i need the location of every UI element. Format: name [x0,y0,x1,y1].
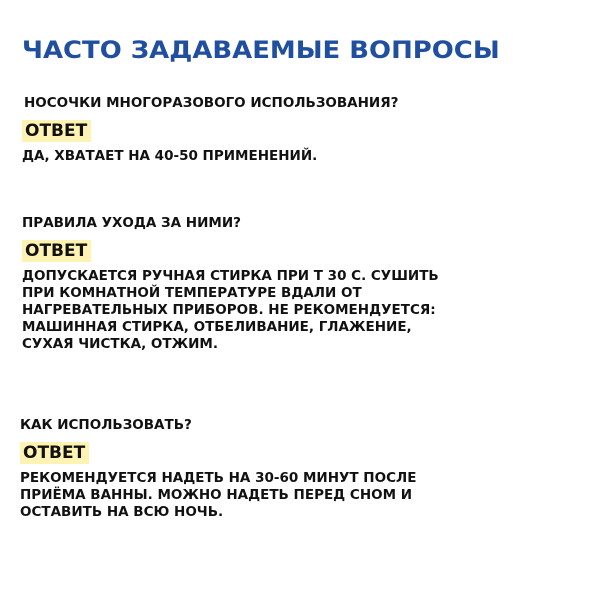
faq-item-reusable [22,94,582,165]
faq-answer: ДА, ХВАТАЕТ НА 40-50 ПРИМЕНЕНИЙ. [22,148,318,164]
faq-item-usage [20,416,580,521]
answer-badge: ОТВЕТ [22,120,91,142]
faq-answer: ДОПУСКАЕТСЯ РУЧНАЯ СТИРКА ПРИ Т 30 С. СУШИТЬ ПРИ КОМНАТНОЙ ТЕМПЕРАТУРЕ ВДАЛИ ОТ НАГРЕВАТЕЛЬНЫХ ПРИБОРОВ. НЕ РЕКОМЕНДУЕТСЯ: МАШИННАЯ СТИРКА, ОТБЕЛИВАНИЕ, ГЛАЖЕНИЕ, СУХАЯ ЧИСТКА, ОТЖИМ. [22,268,439,352]
answer-badge: ОТВЕТ [20,442,89,464]
faq-question: ПРАВИЛА УХОДА ЗА НИМИ? [22,215,241,231]
faq-item-care [22,214,582,353]
faq-answer: РЕКОМЕНДУЕТСЯ НАДЕТЬ НА 30-60 МИНУТ ПОСЛЕ ПРИЁМА ВАННЫ. МОЖНО НАДЕТЬ ПЕРЕД СНОМ И ОСТАВИТЬ НА ВСЮ НОЧЬ. [20,470,417,520]
answer-badge: ОТВЕТ [22,240,91,262]
faq-question: НОСОЧКИ МНОГОРАЗОВОГО ИСПОЛЬЗОВАНИЯ? [24,95,399,111]
faq-question: КАК ИСПОЛЬЗОВАТЬ? [20,417,192,433]
page-title: ЧАСТО ЗАДАВАЕМЫЕ ВОПРОСЫ [22,36,500,64]
